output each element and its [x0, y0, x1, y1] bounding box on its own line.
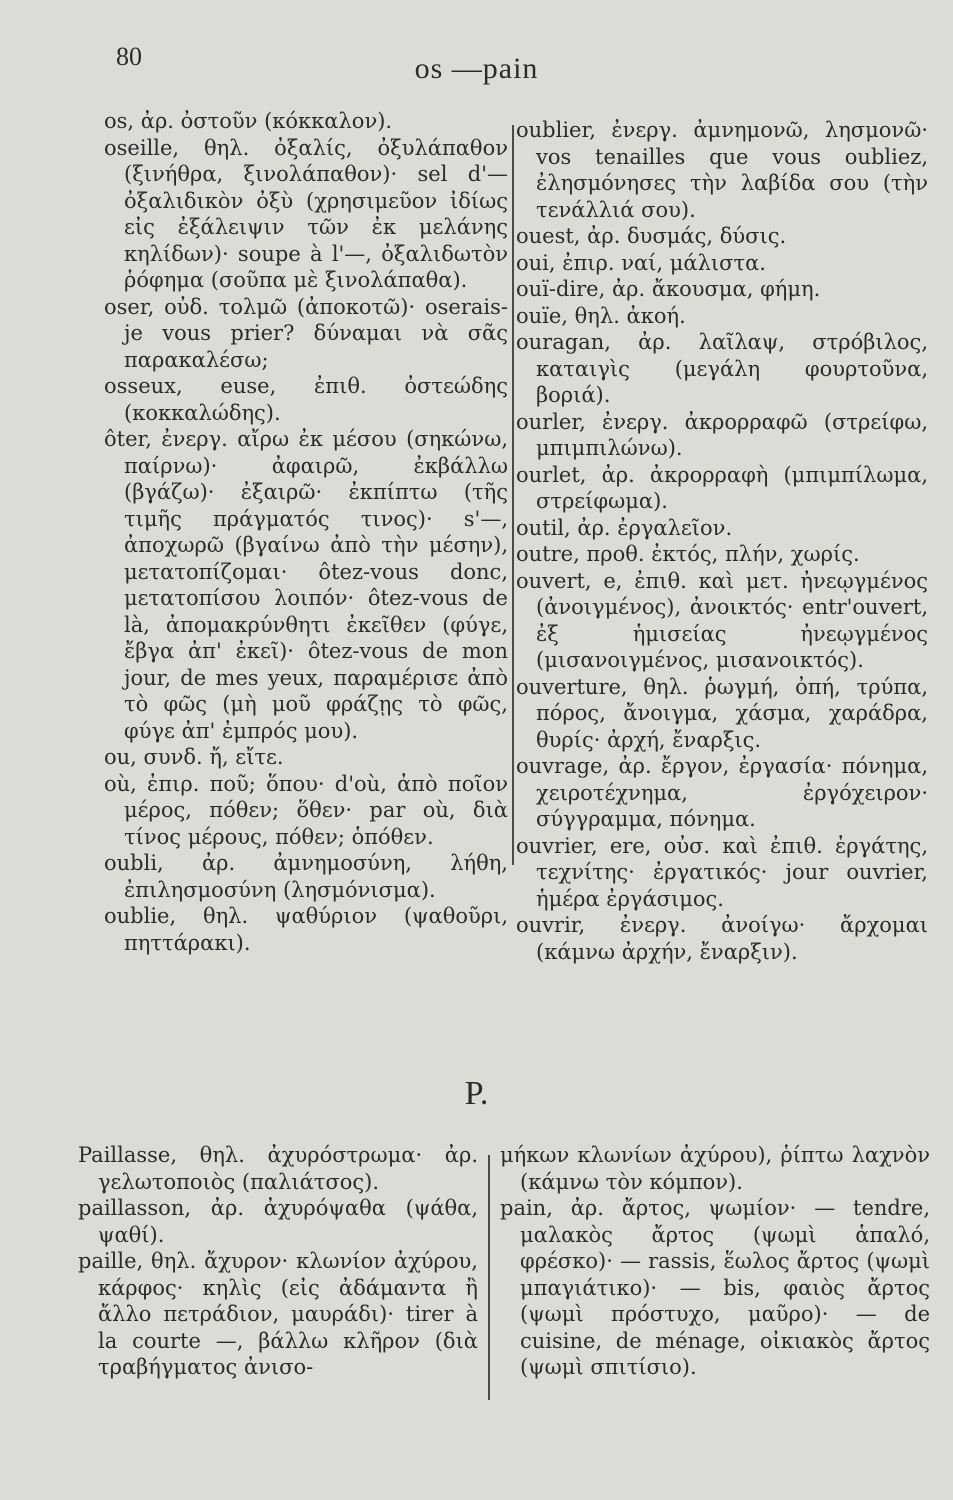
page-number: 80 — [116, 42, 142, 71]
dictionary-entry: outil, ἀρ. ἐργαλεῖον. — [516, 515, 733, 540]
dictionary-entry: os, ἀρ. ὀστοῦν (κόκκαλον). — [104, 109, 393, 133]
dictionary-entry: ouest, ἀρ. δυσμάς, δύσις. — [516, 224, 787, 248]
dictionary-entry: oseille, θηλ. ὀξαλίς, ὀξυλάπαθον (ξινήθρα, ξινολάπαθον)· sel d'— ὀξαλιδικὸν ὀξὺ (χρησιμεῦον ἰδίως εἰς ἐξάλειψιν τῶν ἐκ μελάνης κηλίδων)· soupe à l'—, ὀξαλιδωτὸν ῥόφημα (σοῦπα μὲ ξινολάπαθα). — [104, 135, 508, 292]
dictionary-entry: oser, οὐδ. τολμῶ (ἀποκοτῶ)· oserais-je vous prier? δύναμαι νὰ σᾶς παρακαλέσω; — [104, 294, 508, 372]
dictionary-entry: oublie, θηλ. ψαθύριον (ψαθοῦρι, πηττάρακι). — [104, 904, 508, 955]
column-lower-right — [500, 1142, 930, 1381]
dictionary-entry: μήκων κλωνίων ἀχύρου), ῥίπτω λαχνὸν (κάμνω τὸν κόμπον). — [500, 1143, 930, 1194]
dictionary-entry: ouï-dire, ἀρ. ἄκουσμα, φήμη. — [516, 277, 821, 301]
dictionary-entry: ouragan, ἀρ. λαῖλαψ, στρόβιλος, καταιγὶς (μεγάλη φουρτοῦνα, βοριά). — [516, 330, 928, 407]
dictionary-entry: ôter, ἐνεργ. αἴρω ἐκ μέσου (σηκώνω, παίρνω)· ἀφαιρῶ, ἐκβάλλω (βγάζω)· ἐξαιρῶ· ἐκπίπτω (τῆς τιμῆς πράγματός τινος)· s'—, ἀποχωρῶ (βγαίνω ἀπὸ τὴν μέσην), μετατοπίζομαι· ôtez-vous donc, μετατοπίσου λοιπόν· ôtez-vous de là, ἀπομακρύνθητι ἐκεῖθεν (φύγε, ἔβγα ἀπ' ἐκεῖ)· ôtez-vous de mon jour, de mes yeux, παραμέρισε ἀπὸ τὸ φῶς (μὴ μοῦ φράζῃς τὸ φῶς, φύγε ἀπ' ἐμπρός μου). — [104, 427, 508, 743]
dictionary-entry: Paillasse, θηλ. ἀχυρόστρωμα· ἀρ. γελωτοποιὸς (παλιάτσος). — [78, 1143, 478, 1194]
dictionary-entry: ouïe, θηλ. ἀκοή. — [516, 303, 686, 328]
column-upper-right — [516, 117, 928, 965]
dictionary-entry: oui, ἐπιρ. ναί, μάλιστα. — [516, 250, 766, 275]
running-head: os —pain — [414, 52, 539, 85]
dictionary-entry: ouvrier, ere, οὐσ. καὶ ἐπιθ. ἐργάτης, τεχνίτης· ἐργατικός· jour ouvrier, ἡμέρα ἐργάσιμος. — [516, 833, 928, 911]
column-lower-left — [78, 1142, 478, 1381]
column-upper-left — [104, 108, 508, 956]
dictionary-entry: paillasson, ἀρ. ἀχυρόψαθα (ψάθα, ψαθί). — [78, 1196, 478, 1247]
column-divider — [488, 1155, 490, 1400]
dictionary-entry: osseux, euse, ἐπιθ. ὀστεώδης (κοκκαλώδης). — [104, 374, 508, 425]
dictionary-entry: ourler, ἐνεργ. ἀκρορραφῶ (στρείφω, μπιμπιλώνω). — [516, 409, 928, 460]
dictionary-entry: ourlet, ἀρ. ἀκρορραφὴ (μπιμπίλωμα, στρείφωμα). — [516, 462, 928, 513]
dictionary-entry: où, ἐπιρ. ποῦ; ὅπου· d'où, ἀπὸ ποῖον μέρος, πόθεν; ὅθεν· par où, διὰ τίνος μέρους, πόθεν; ὁπόθεν. — [104, 771, 508, 849]
column-divider — [512, 125, 514, 865]
dictionary-entry: ouvrage, ἀρ. ἔργον, ἐργασία· πόνημα, χειροτέχνημα, ἐργόχειρον· σύγγραμμα, πόνημα. — [516, 754, 928, 831]
dictionary-entry: oubli, ἀρ. ἀμνημοσύνη, λήθη, ἐπιλησμοσύνη (λησμόνισμα). — [104, 851, 508, 902]
dictionary-entry: outre, προθ. ἐκτός, πλήν, χωρίς. — [516, 542, 860, 566]
section-letter: P. — [464, 1075, 489, 1112]
dictionary-entry: ouverture, θηλ. ῥωγμή, ὀπή, τρύπα, πόρος, ἄνοιγμα, χάσμα, χαράδρα, θυρίς· ἀρχή, ἔναρξις. — [516, 674, 928, 752]
dictionary-entry: paille, θηλ. ἄχυρον· κλωνίον ἀχύρου, κάρφος· κηλὶς (εἰς ἀδάμαντα ἢ ἄλλο πετράδιον, μαυράδι)· tirer à la courte —, βάλλω κλῆρον (διὰ τραβήγματος ἀνισο- — [78, 1249, 478, 1379]
dictionary-entry: ouvrir, ἐνεργ. ἀνοίγω· ἄρχομαι (κάμνω ἀρχήν, ἔναρξιν). — [516, 913, 928, 964]
dictionary-entry: oublier, ἐνεργ. ἀμνημονῶ, λησμονῶ· vos tenailles que vous oubliez, ἐλησμόνησες τὴν λαβίδα σου (τὴν τενάλλιά σου). — [516, 118, 928, 222]
dictionary-entry: ouvert, e, ἐπιθ. καὶ μετ. ἠνεῳγμένος (ἀνοιγμένος), ἀνοικτός· entr'ouvert, ἐξ ἡμισείας ἠνεῳγμένος (μισανοιγμένος, μισανοικτός). — [516, 568, 928, 672]
dictionary-entry: pain, ἀρ. ἄρτος, ψωμίον· — tendre, μαλακὸς ἄρτος (ψωμὶ ἁπαλό, φρέσκο)· — rassis, ἕωλος ἄρτος (ψωμὶ μπαγιάτικο)· — bis, φαιὸς ἄρτος (ψωμὶ πρόστυχο, μαῦρο)· — de cuisine, de ménage, οἰκιακὸς ἄρτος (ψωμὶ σπιτίσιο). — [500, 1196, 930, 1379]
dictionary-entry: ou, συνδ. ἤ, εἴτε. — [104, 745, 284, 769]
